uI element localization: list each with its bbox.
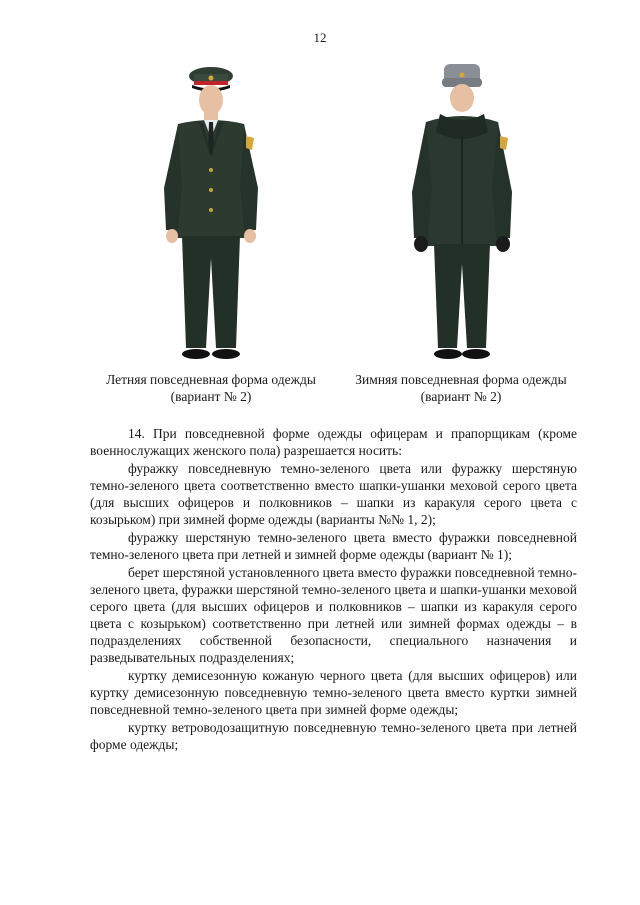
paragraph: фуражку шерстяную темно-зеленого цвета вместо фуражки повседневной темно-зеленого цвета при летней и зимней форме одежды (вариант № 1);: [90, 530, 577, 562]
winter-officer-illustration: [336, 58, 586, 368]
body-text: [90, 425, 577, 754]
winter-uniform-caption: Зимняя повседневная форма одежды (вариант № 2): [355, 372, 567, 404]
winter-uniform-figure: [336, 58, 586, 408]
summer-officer-illustration: [86, 58, 336, 368]
paragraph: фуражку повседневную темно-зеленого цвета или фуражку шерстяную темно-зеленого цвета соответственно вместо шапки-ушанки меховой серого цвета (для высших офицеров и полковников – шапки из каракуля серого цвета с козырьком) при зимней форме одежды (варианты №№ 1, 2);: [90, 461, 577, 527]
paragraph: куртку ветроводозащитную повседневную темно-зеленого цвета при летней форме одежды;: [90, 720, 577, 752]
paragraph: 14. При повседневной форме одежды офицерам и прапорщикам (кроме военнослужащих женского пола) разрешается носить:: [90, 426, 577, 458]
paragraph: берет шерстяной установленного цвета вместо фуражки повседневной темно-зеленого цвета, фуражки шерстяной темно-зеленого цвета и шапки-ушанки меховой серого цвета (для высших офицеров и полковников – шапки из каракуля серого цвета с козырьком) соответственно при летней или зимней формах одежды – в подразделениях собственной безопасности, специального назначения и разведывательных подразделениях;: [90, 565, 577, 665]
summer-uniform-caption: Летняя повседневная форма одежды (вариант № 2): [106, 372, 316, 404]
paragraph: куртку демисезонную кожаную черного цвета (для высших офицеров) или куртку демисезонную повседневную темно-зеленого цвета вместо куртки зимней повседневной темно-зеленого цвета при зимней форме одежды;: [90, 668, 577, 717]
summer-uniform-figure: [86, 58, 336, 408]
page-number: 12: [313, 30, 327, 45]
uniform-illustrations: [86, 58, 586, 408]
